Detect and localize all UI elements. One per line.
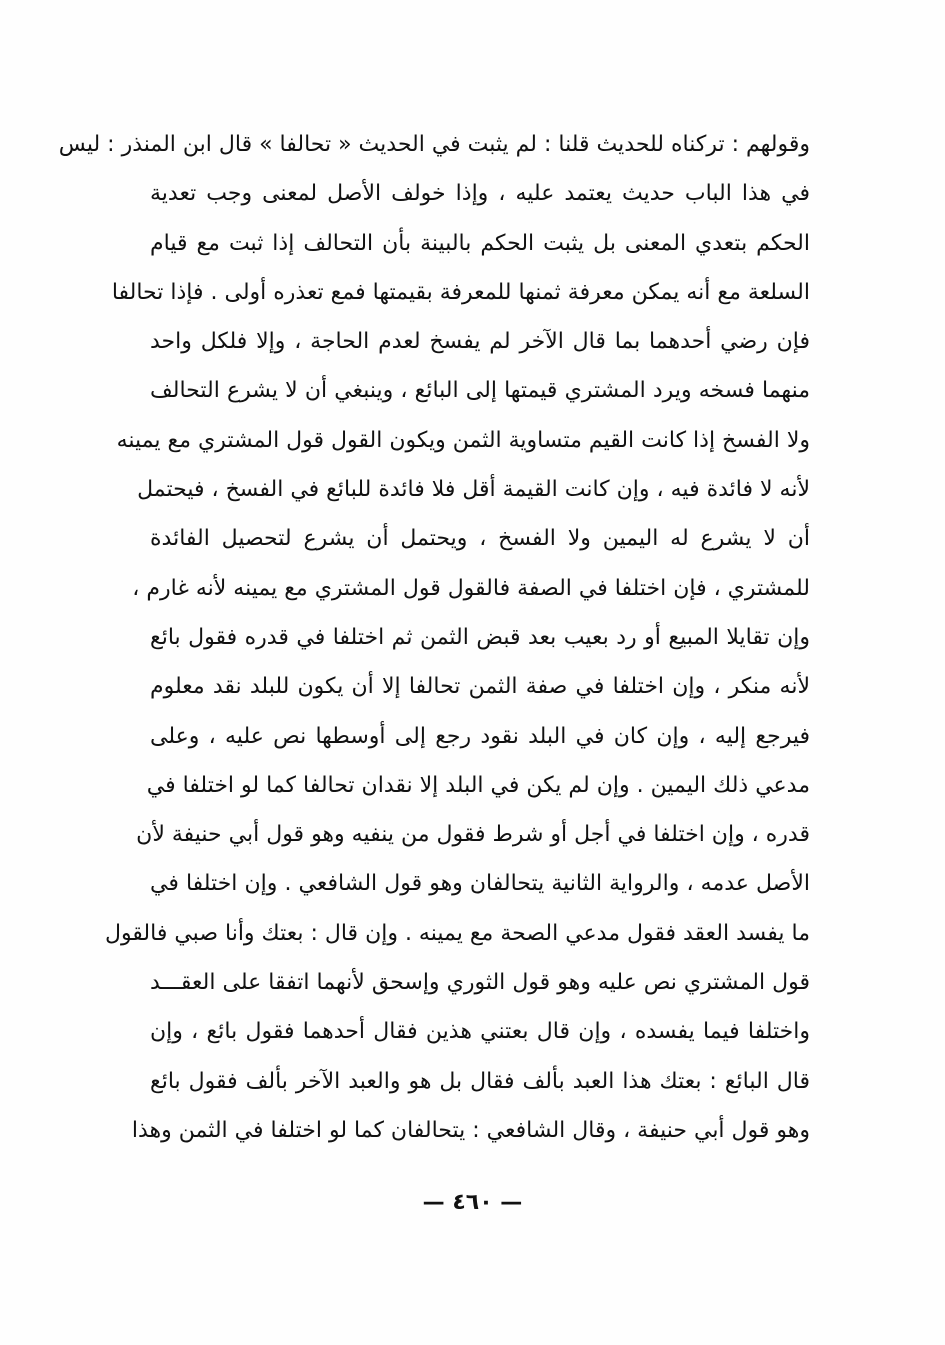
text-line: وهو قول أبي حنيفة ، وقال الشافعي : يتحالفان كما لو اختلفا في الثمن وهذا: [131, 1117, 810, 1143]
text-line: فإن رضي أحدهما بما قال الآخر لم يفسخ لعدم الحاجة ، وإلا فلكل واحد: [150, 329, 810, 355]
text-line: قول المشتري نص عليه وهو قول الثوري وإسحق لأنهما اتفقا على العقـــد: [150, 970, 810, 996]
text-line: قال البائع : بعتك هذا العبد بألف فقال بل هو والعبد الآخر بألف فقول بائع: [150, 1068, 810, 1094]
text-line: للمشتري ، فإن اختلفا في الصفة فالقول قول المشتري مع يمينه لأنه غارم ،: [132, 575, 810, 601]
text-line: وإن تقايلا المبيع أو رد بعيب بعد قبض الثمن ثم اختلفا في قدره فقول بائع: [150, 624, 810, 650]
text-line: منهما فسخه ويرد المشتري قيمتها إلى البائع ، وينبغي أن لا يشرع التحالف: [150, 378, 810, 404]
text-line: وقولهم : تركناه للحديث قلنا : لم يثبت في الحديث « تحالفا » قال ابن المنذر : ليس: [58, 132, 810, 157]
text-line: فيرجع إليه ، وإن كان في البلد نقود رجع إلى أوسطها نص عليه ، وعلى: [150, 723, 810, 749]
text-line: الأصل عدمه ، والرواية الثانية يتحالفان وهو قول الشافعي . وإن اختلفا في: [150, 871, 810, 897]
text-line: السلعة مع أنه يمكن معرفة ثمنها للمعرفة بقيمتها فمع تعذره أولى . فإذا تحالفا: [111, 279, 810, 305]
page-number: — ٤٦٠ —: [422, 1190, 523, 1215]
text-line: ما يفسد العقد فقول مدعي الصحة مع يمينه . وإن قال : بعتك وأنا صبي فالقول: [104, 920, 810, 946]
text-line: واختلفا فيما يفسده ، وإن قال بعتني هذين فقال أحدهما فقول بائع ، وإن: [150, 1019, 810, 1045]
text-line: لأنه لا فائدة فيه ، وإن كانت القيمة أقل فلا فائدة للبائع في الفسخ ، فيحتمل: [137, 477, 810, 503]
text-line: الحكم بتعدي المعنى بل يثبت الحكم بالبينة بأن التحالف إذا ثبت مع قيام: [150, 230, 810, 256]
text-line: مدعي ذلك اليمين . وإن لم يكن في البلد إلا نقدان تحالفا كما لو اختلفا في: [146, 772, 810, 798]
text-line: ولا الفسخ إذا كانت القيم متساوية الثمن ويكون القول قول المشتري مع يمينه: [116, 427, 810, 453]
text-line: أن لا يشرع له اليمين ولا الفسخ ، ويحتمل أن يشرع لتحصيل الفائدة: [150, 526, 810, 552]
text-line: لأنه منكر ، وإن اختلفا في صفة الثمن تحالفا إلا أن يكون للبلد نقد معلوم: [150, 674, 810, 700]
text-line: في هذا الباب حديث يعتمد عليه ، وإذا خولف الأصل لمعنى وجب تعدية: [150, 181, 810, 207]
body-text: [58, 120, 810, 1155]
text-line: قدره ، وإن اختلفا في أجل أو شرط فقول من ينفيه وهو قول أبي حنيفة لأن: [136, 822, 810, 848]
